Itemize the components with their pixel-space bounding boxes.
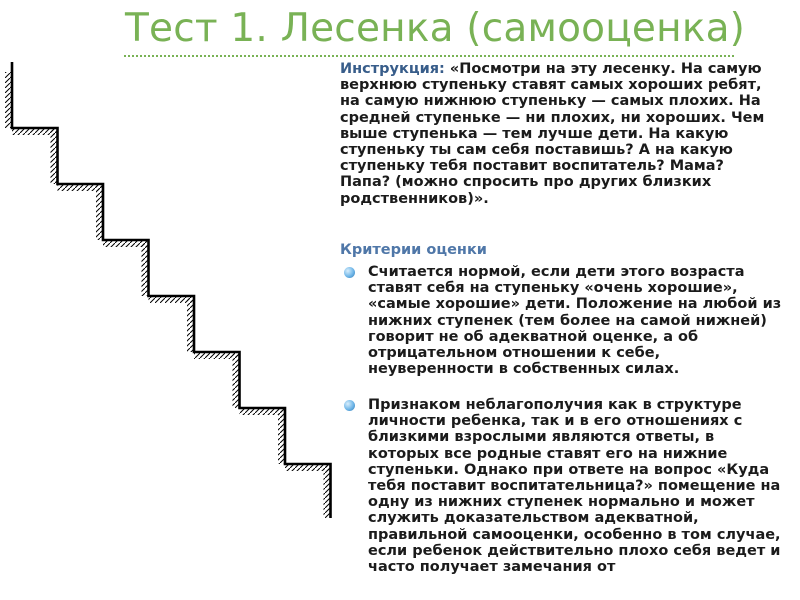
criteria-item-text: Считается нормой, если дети этого возраста ставят себя на ступеньку «очень хорошие», «самые хорошие» дети. Положение на любой из нижних ступенек (тем более на самой нижней) говорит не об адекватной оценке, а об отрицательном отношении к себе, неуверенности в собственных силах. (368, 264, 782, 378)
criteria-heading: Критерии оценки (340, 242, 487, 258)
instruction-paragraph (340, 61, 766, 207)
instruction-text: «Посмотри на эту лесенку. На самую верхнюю ступеньку ставят самых хороших ребят, на самую нижнюю ступеньку — самых плохих. На средней ступеньке — ни плохих, ни хороших. Чем выше ступенька — тем лучше дети. На какую ступеньку ты сам себя поставишь? А на какую ступеньку тебя поставит воспитатель? Мама? Папа? (можно спросить про других близких родственников)». (340, 61, 765, 207)
title-divider (124, 55, 734, 57)
criteria-item-text: Признаком неблагополучия как в структуре личности ребенка, так и в его отношениях с близкими взрослыми являются ответы, в которых все родные ставят его на нижние ступеньки. Однако при ответе на вопрос «Куда тебя поставит воспитательница?» помещение на одну из нижних ступенек нормально и может служить доказательством адекватной, правильной самооценки, особенно в том случае, если ребенок действительно плохо себя ведет и часто получает замечания от (368, 397, 781, 576)
staircase-icon (0, 58, 340, 600)
bullet-icon (344, 400, 355, 411)
instruction-label: Инструкция: (340, 61, 445, 77)
bullet-icon (344, 267, 355, 278)
slide-title: Тест 1. Лесенка (самооценка) (125, 6, 746, 51)
criteria-item (344, 397, 786, 575)
criteria-item (344, 264, 786, 377)
